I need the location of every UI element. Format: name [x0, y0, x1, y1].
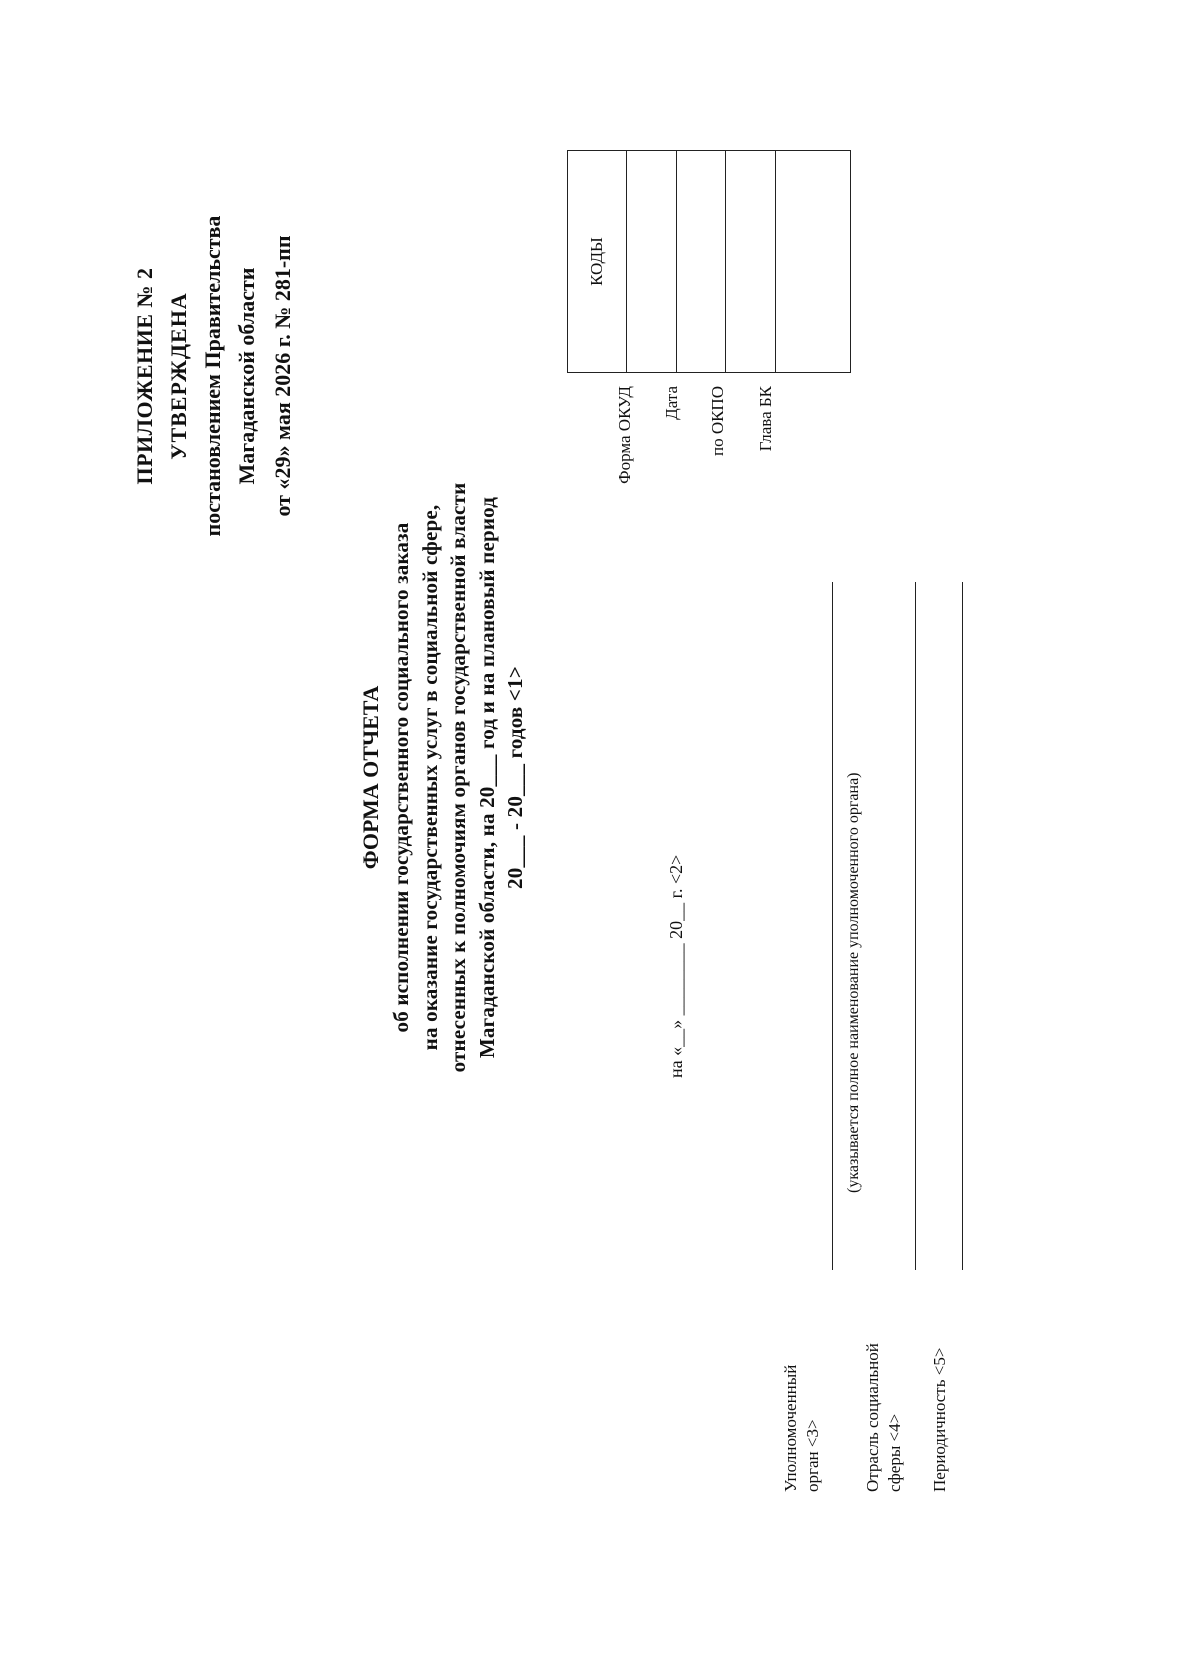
decree-date: от «29» мая 2026 г. № 281-пп: [270, 235, 295, 517]
sector-label-line: сферы <4>: [885, 1413, 904, 1492]
code-cell-okud[interactable]: [627, 151, 676, 373]
approval-block: [128, 156, 302, 596]
code-label-date: Дата: [662, 386, 681, 420]
appendix-number: ПРИЛОЖЕНИЕ № 2: [132, 267, 157, 485]
code-label-budget-chapter: Глава БК: [756, 386, 775, 452]
form-title: ФОРМА ОТЧЕТА: [358, 685, 383, 870]
code-label-okud: Форма ОКУД: [615, 386, 634, 484]
decree-line-1: постановлением Правительства: [200, 215, 225, 537]
code-cell-budget-chapter[interactable]: [775, 151, 850, 373]
authority-input-line[interactable]: [832, 582, 833, 1270]
form-subtitle-line: отнесенных к полномочиям органов государственной власти: [446, 482, 471, 1073]
periodicity-label: Периодичность <5>: [930, 1347, 949, 1492]
form-subtitle-line: на оказание государственных услуг в социальной сфере,: [417, 504, 442, 1051]
sector-label-line: Отрасль социальной: [863, 1343, 882, 1492]
sector-label: [862, 1343, 906, 1492]
authority-label: [780, 1365, 824, 1492]
code-cell-date[interactable]: [676, 151, 725, 373]
approved-label: УТВЕРЖДЕНА: [166, 292, 191, 460]
form-subtitle-line: об исполнении государственного социального заказа: [389, 522, 413, 1033]
form-subtitle-line: 20___ - 20___ годов <1>: [503, 666, 528, 889]
form-title-block: [355, 295, 530, 1260]
authority-hint: (указывается полное наименование уполномоченного органа): [845, 772, 862, 1193]
codes-table: [567, 150, 851, 373]
authority-label-line: Уполномоченный: [781, 1364, 800, 1492]
code-label-okpo: по ОКПО: [708, 386, 727, 457]
sector-input-line[interactable]: [915, 582, 916, 1270]
decree-line-2: Магаданской области: [234, 267, 259, 485]
codes-header: КОДЫ: [568, 151, 627, 373]
form-subtitle-line: Магаданской области, на 20___ год и на плановый период: [474, 496, 499, 1059]
authority-label-line: орган <3>: [803, 1419, 822, 1492]
code-cell-okpo[interactable]: [726, 151, 775, 373]
report-date-line: на «__» ________ 20__ г. <2>: [666, 854, 686, 1078]
periodicity-input-line[interactable]: [962, 582, 963, 1270]
